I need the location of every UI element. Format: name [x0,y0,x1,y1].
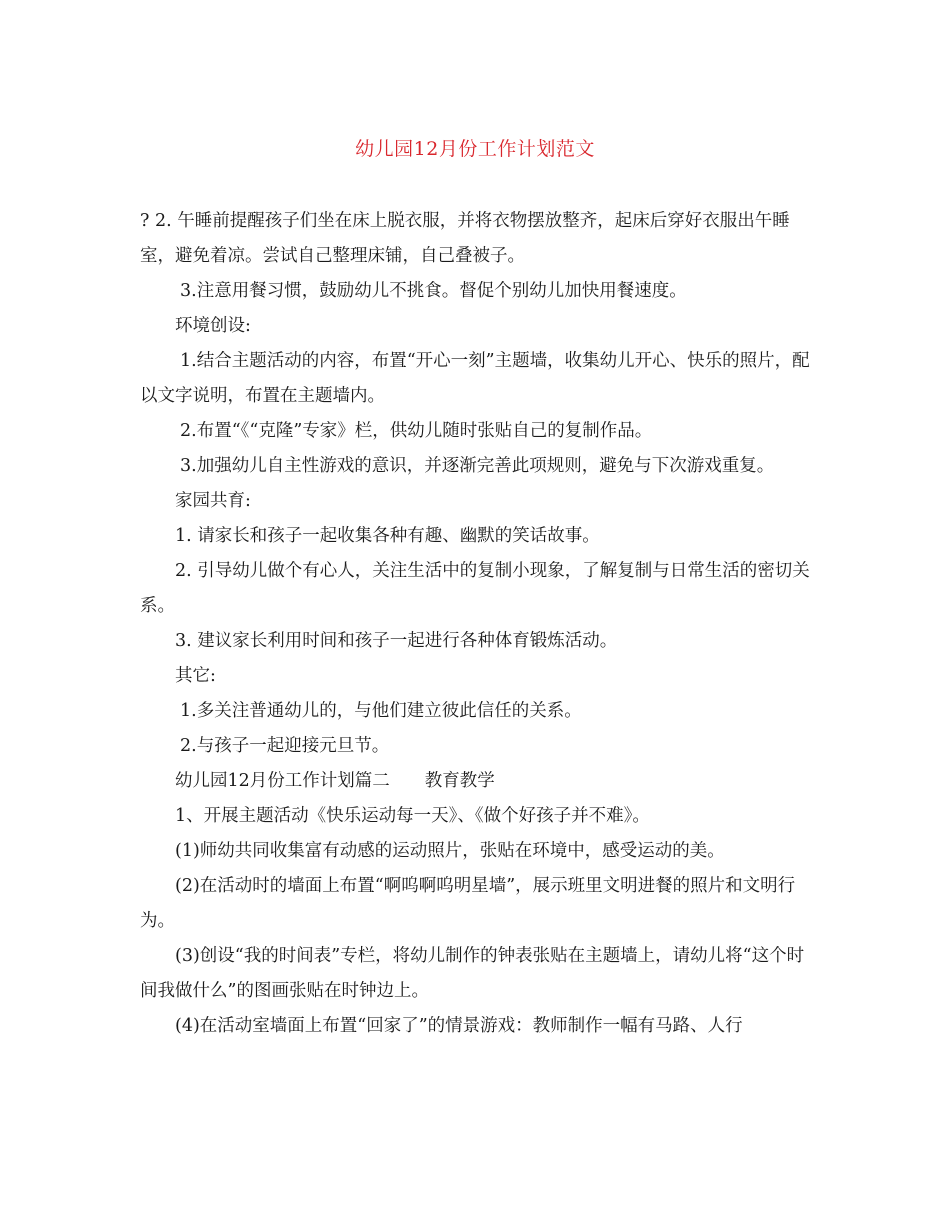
paragraph-home-3: 3. 建议家长利用时间和孩子一起进行各种体育锻炼活动。 [175,631,618,651]
paragraph-other-2: 2.与孩子一起迎接元旦节。 [180,736,390,756]
paragraph-home-2: 2. 引导幼儿做个有心人，关注生活中的复制小现象，了解复制与日常生活的密切关系。 [140,561,810,616]
document-body [140,204,812,1044]
section-heading-other: 其它: [175,666,216,686]
paragraph-env-3: 3.加强幼儿自主性游戏的意识，并逐渐完善此项规则，避免与下次游戏重复。 [180,456,775,476]
paragraph-meal-habits: 3.注意用餐习惯，鼓励幼儿不挑食。督促个别幼儿加快用餐速度。 [180,281,687,301]
document-title: 幼儿园12月份工作计划范文 [355,138,595,160]
paragraph-item-3: (3)创设“我的时间表”专栏，将幼儿制作的钟表张贴在主题墙上，请幼儿将“这个时间我做什么”的图画张贴在时钟边上。 [140,946,805,1001]
paragraph-home-1: 1. 请家长和孩子一起收集各种有趣、幽默的笑话故事。 [175,526,600,546]
section-heading-home-school: 家园共育: [175,491,251,511]
paragraph-theme-activities: 1、开展主题活动《快乐运动每一天》、《做个好孩子并不难》。 [175,806,650,826]
paragraph-item-1: (1)师幼共同收集富有动感的运动照片，张贴在环境中，感受运动的美。 [175,841,725,861]
paragraph-item-4: (4)在活动室墙面上布置“回家了”的情景游戏：教师制作一幅有马路、人行 [175,1016,743,1036]
paragraph-env-2: 2.布置“《“克隆”专家》栏，供幼儿随时张贴自己的复制作品。 [180,421,653,441]
paragraph-item-2: (2)在活动时的墙面上布置“啊呜啊呜明星墙”，展示班里文明进餐的照片和文明行为。 [140,876,796,931]
section-heading-plan-two: 幼儿园12月份工作计划篇二 教育教学 [175,771,495,791]
paragraph-other-1: 1.多关注普通幼儿的，与他们建立彼此信任的关系。 [180,701,582,721]
paragraph-nap-reminder: ? 2. 午睡前提醒孩子们坐在床上脱衣服，并将衣物摆放整齐，起床后穿好衣服出午睡室，避免着凉。尝试自己整理床铺，自己叠被子。 [140,211,790,266]
section-heading-environment: 环境创设: [175,316,251,336]
paragraph-env-1: 1.结合主题活动的内容，布置“开心一刻”主题墙，收集幼儿开心、快乐的照片，配以文字说明，布置在主题墙内。 [140,351,810,406]
